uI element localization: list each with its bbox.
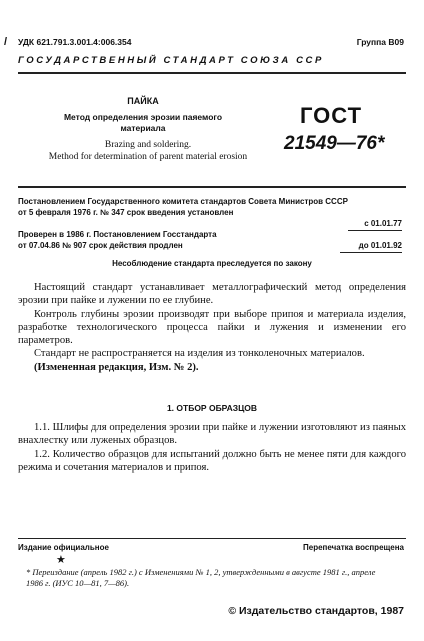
udc-code: УДК 621.791.3.001.4:006.354 (18, 37, 132, 47)
title-main: ПАЙКА (127, 96, 159, 106)
paragraph-scope: Настоящий стандарт устанавливает металлографический метод определения эрозии при пайке и лужении по ее глубине. (18, 282, 406, 307)
legal-warning: Несоблюдение стандарта преследуется по закону (112, 259, 312, 268)
check-line2: от 07.04.86 № 907 срок действия продлен (18, 241, 183, 250)
corner-mark: / (4, 36, 8, 48)
check-line1: Проверен в 1986 г. Постановлением Госстандарта (18, 230, 217, 239)
date2-underline (340, 252, 402, 253)
official-edition-label: Издание официальное (18, 543, 109, 552)
reissue-note: * Переиздание (апрель 1982 г.) с Изменениями № 1, 2, утвержденными в августе 1981 г., апреле 1986 г. (ИУС 10—81, 7—86). (26, 567, 376, 588)
footer-rule (18, 538, 406, 539)
group-code: Группа В09 (356, 37, 404, 47)
gost-number: 21549—76* (284, 133, 385, 154)
title-subtitle-line2: материала (120, 123, 166, 133)
decree-date2: до 01.01.92 (358, 241, 402, 250)
title-en-line1: Brazing and soldering. (104, 140, 192, 150)
title-subtitle-line1: Метод определения эрозии паяемого (63, 112, 223, 122)
item-1-2: 1.2. Количество образцов для испытаний должно быть не менее пяти для каждого режима и сочетания материалов и припоя. (18, 448, 406, 473)
reprint-prohibited-label: Перепечатка воспрещена (303, 543, 404, 552)
section-1-title: 1. ОТБОР ОБРАЗЦОВ (166, 403, 258, 413)
title-en-line2: Method for determination of parent material erosion (48, 152, 248, 162)
paragraph-exclusion: Стандарт не распространяется на изделия из тонколеночных материалов. (34, 348, 365, 360)
title-rule (18, 186, 406, 188)
gost-label: ГОСТ (300, 103, 363, 128)
star-icon: ★ (56, 554, 66, 566)
state-standard-banner: ГОСУДАРСТВЕННЫЙ СТАНДАРТ СОЮЗА ССР (18, 55, 324, 66)
decree-line1: Постановлением Государственного комитета стандартов Совета Министров СССР (18, 197, 348, 206)
section-1-items (18, 421, 406, 474)
amendment-note: (Измененная редакция, Изм. № 2). (34, 361, 199, 373)
paragraph-control: Контроль глубины эрозии производят при выборе припоя и материала изделия, разработке технологического процесса пайки и лужения и изменении его параметров. (18, 308, 406, 347)
header-rule (18, 72, 406, 74)
decree-line2: от 5 февраля 1976 г. № 347 срок введения установлен (18, 208, 234, 217)
date1-underline (348, 230, 402, 231)
item-1-1: 1.1. Шлифы для определения эрозии при пайке и лужении изготовляют из паяных внахлестку или луженых образцов. (18, 422, 406, 447)
body-text (18, 281, 406, 374)
decree-date1: с 01.01.77 (364, 219, 402, 228)
copyright: © Издательство стандартов, 1987 (228, 605, 404, 617)
